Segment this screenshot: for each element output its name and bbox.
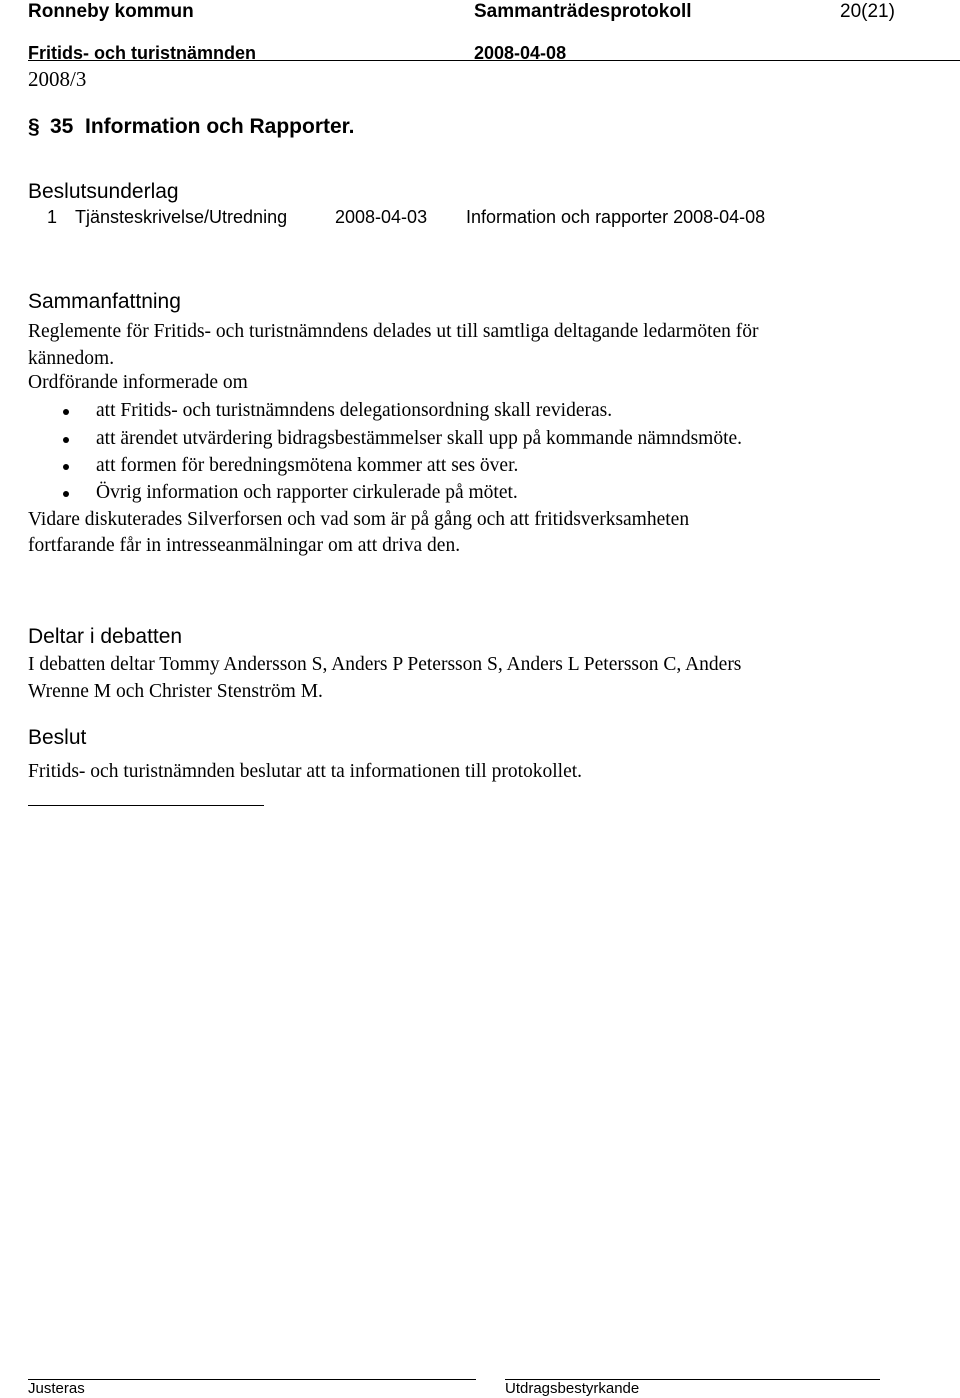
certification-label: Utdragsbestyrkande bbox=[505, 1380, 640, 1397]
debate-line-1: I debatten deltar Tommy Andersson S, Anders P Petersson S, Anders L Petersson C, Anders bbox=[28, 654, 742, 675]
list-item-text: att Fritids- och turistnämndens delegationsordning skall revideras. bbox=[96, 400, 613, 421]
summary-heading: Sammanfattning bbox=[28, 290, 181, 313]
document-description: Information och rapporter 2008-04-08 bbox=[466, 207, 766, 227]
document-type: Sammanträdesprotokoll bbox=[474, 1, 692, 22]
chair-intro: Ordförande informerade om bbox=[28, 372, 248, 393]
list-item-text: att ärendet utvärdering bidragsbestämmelser skall upp på kommande nämndsmöte. bbox=[96, 428, 743, 449]
summary-closing-line-2: fortfarande får in intresseanmälningar om att driva den. bbox=[28, 535, 461, 556]
document-number: 1 bbox=[47, 207, 58, 227]
municipality-name: Ronneby kommun bbox=[28, 1, 194, 22]
item-number: 35 bbox=[50, 115, 74, 138]
meeting-date: 2008-04-08 bbox=[474, 43, 567, 63]
page-number: 20(21) bbox=[840, 1, 895, 22]
document-type: Tjänsteskrivelse/Utredning bbox=[75, 207, 288, 227]
bullet-icon bbox=[63, 464, 69, 470]
decision-heading: Beslut bbox=[28, 726, 87, 749]
summary-closing-line-1: Vidare diskuterades Silverforsen och vad som är på gång och att fritidsverksamheten bbox=[28, 509, 690, 530]
summary-intro-line-2: kännedom. bbox=[28, 348, 115, 369]
adjusters-label: Justeras bbox=[28, 1380, 85, 1397]
list-item-text: Övrig information och rapporter cirkulerade på mötet. bbox=[96, 482, 518, 503]
decision-basis-heading: Beslutsunderlag bbox=[28, 180, 179, 203]
bullet-icon bbox=[63, 437, 69, 443]
item-title: Information och Rapporter. bbox=[85, 115, 355, 138]
bullet-icon bbox=[63, 491, 69, 497]
debate-heading: Deltar i debatten bbox=[28, 625, 183, 648]
debate-line-2: Wrenne M och Christer Stenström M. bbox=[28, 681, 323, 702]
list-item-text: att formen för beredningsmötena kommer att ses över. bbox=[96, 455, 519, 476]
adjusters-signature-line bbox=[28, 1379, 476, 1380]
end-of-item-rule bbox=[28, 805, 264, 806]
case-number: 2008/3 bbox=[28, 67, 87, 91]
summary-intro-line-1: Reglemente för Fritids- och turistnämndens delades ut till samtliga deltagande ledarmöten för bbox=[28, 321, 759, 342]
decision-text: Fritids- och turistnämnden beslutar att ta informationen till protokollet. bbox=[28, 761, 583, 782]
header-divider bbox=[28, 60, 960, 61]
committee-name: Fritids- och turistnämnden bbox=[28, 43, 257, 63]
document-date: 2008-04-03 bbox=[335, 207, 428, 227]
item-section-mark: § bbox=[28, 115, 40, 138]
bullet-icon bbox=[63, 409, 69, 415]
